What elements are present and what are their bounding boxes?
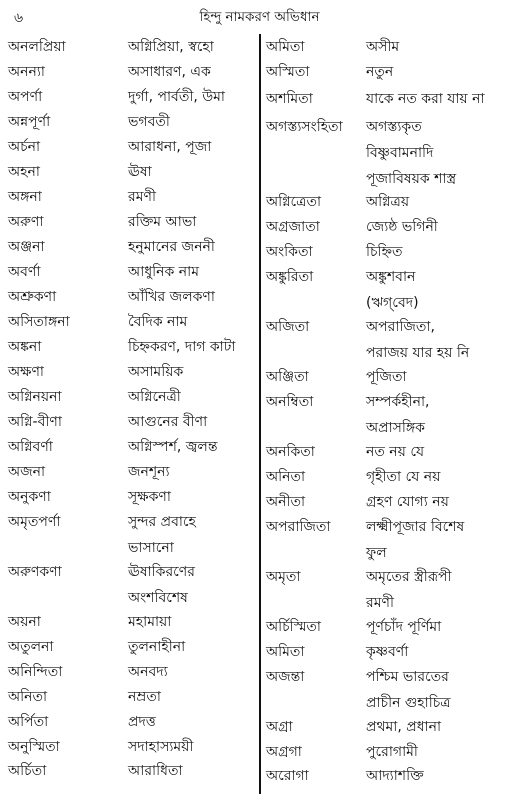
meaning-line: জনশূন্য xyxy=(128,464,170,480)
entry-meaning xyxy=(366,618,441,644)
meaning-line: ভাসানো xyxy=(128,540,174,556)
meaning-line: ফুল xyxy=(366,545,387,561)
entry-name: অনম্বিতা xyxy=(266,394,314,410)
meaning-line: অপরাজিতা, xyxy=(366,319,435,335)
entry-name: অক্ষণা xyxy=(8,364,44,380)
entry-meaning xyxy=(128,688,161,714)
meaning-line: রক্তিম আভা xyxy=(128,214,197,230)
meaning-line: আঁখির জলকণা xyxy=(128,289,215,305)
entry-name: অন্নপূর্ণা xyxy=(8,114,51,130)
entry-meaning xyxy=(128,313,187,339)
meaning-line: অগ্নিস্পর্শ, জ্বলন্ত xyxy=(128,439,218,455)
meaning-line: আদ্যাশক্তি xyxy=(366,768,424,784)
entry-meaning xyxy=(366,90,485,116)
meaning-line: অমৃতের স্ত্রীরূপী xyxy=(366,569,452,585)
entry-meaning xyxy=(366,767,424,793)
meaning-line: আরাধনা, পূজা xyxy=(128,139,212,155)
entry-meaning xyxy=(128,438,217,464)
meaning-line: মহামায়া xyxy=(128,614,172,630)
entry-name: অজনা xyxy=(8,464,46,480)
entry-name: অনীতা xyxy=(266,494,306,510)
meaning-line: অঙ্কুশবান xyxy=(366,269,416,285)
entry-name: অতুলনা xyxy=(8,639,54,655)
entry-name: অনলপ্রিয়া xyxy=(8,39,66,55)
entry-meaning xyxy=(128,513,196,565)
entry-meaning xyxy=(128,63,211,89)
meaning-line: নম্রতা xyxy=(128,689,161,705)
entry-meaning xyxy=(128,138,211,164)
page-title: হিন্দু নামকরণ অভিধান xyxy=(199,9,320,25)
entry-meaning xyxy=(128,288,215,314)
meaning-line: অনবদ্য xyxy=(128,664,168,680)
entry-name: অনিতা xyxy=(8,689,48,705)
page-number: ৬ xyxy=(14,10,24,26)
entry-name: অনিন্দিতা xyxy=(8,664,63,680)
entry-meaning xyxy=(128,113,170,139)
entry-meaning xyxy=(128,638,185,664)
meaning-line: বৈদিক নাম xyxy=(128,314,188,330)
meaning-line: পরাজয় যার হয় নি xyxy=(366,345,470,361)
meaning-line: প্রদত্ত xyxy=(128,714,156,730)
meaning-line: অগ্নিপ্রিয়া, স্বহো xyxy=(128,39,214,55)
entry-meaning xyxy=(128,738,193,764)
entry-meaning xyxy=(366,518,464,570)
meaning-line: লক্ষ্মীপূজার বিশেষ xyxy=(366,519,465,535)
entry-name: অমিতা xyxy=(266,644,305,660)
entry-name: অর্পিতা xyxy=(8,714,49,730)
entry-name: অগ্নিত্রেতা xyxy=(266,194,322,210)
entry-meaning xyxy=(366,743,418,769)
entry-name: অয়না xyxy=(8,614,41,630)
entry-name: অনিতা xyxy=(266,469,306,485)
entry-name: অঙ্কনা xyxy=(8,339,42,355)
meaning-line: সম্পর্কহীনা, xyxy=(366,394,430,410)
entry-name: অগ্নিবর্ণা xyxy=(8,439,53,455)
meaning-line: নতুন xyxy=(366,64,394,80)
entry-meaning xyxy=(128,363,183,389)
meaning-line: প্রাচীন গুহাচিত্র xyxy=(366,695,451,711)
meaning-line: অসাময়িক xyxy=(128,364,184,380)
entry-meaning xyxy=(366,268,419,320)
entry-name: অপরাজিতা xyxy=(266,519,331,535)
meaning-line: বিষ্ণুবামনাদি xyxy=(366,145,434,161)
meaning-line: রমণী xyxy=(128,189,156,205)
entry-meaning xyxy=(366,38,399,64)
entry-meaning xyxy=(366,193,409,219)
meaning-line: পশ্চিম ভারতের xyxy=(366,669,449,685)
entry-meaning xyxy=(128,762,183,788)
page-header xyxy=(0,0,519,36)
entry-meaning xyxy=(366,368,407,394)
entry-meaning xyxy=(128,713,156,739)
entry-name: অগ্নি-বীণা xyxy=(8,414,62,430)
entry-meaning xyxy=(366,668,451,720)
entry-meaning xyxy=(128,238,215,264)
meaning-line: গ্রহণ যোগ্য নয় xyxy=(366,494,449,510)
meaning-line: নত নয় যে xyxy=(366,444,425,460)
meaning-line: অগ্নিনেত্রী xyxy=(128,389,181,405)
meaning-line: ঊষাকিরণের xyxy=(128,564,195,580)
entry-meaning xyxy=(128,263,199,289)
meaning-line: আধুনিক নাম xyxy=(128,264,199,280)
entry-meaning xyxy=(128,563,195,615)
meaning-line: যাকে নত করা যায় না xyxy=(366,91,485,107)
meaning-line: (ঋগ্‌বেদ) xyxy=(366,295,419,311)
meaning-line: আরাধিতা xyxy=(128,763,183,779)
entry-name: অগ্রগা xyxy=(266,744,302,760)
meaning-line: হনুমানের জননী xyxy=(128,239,215,255)
entry-name: অনন্যা xyxy=(8,64,45,80)
meaning-line: অসীম xyxy=(366,39,400,55)
entry-name: অর্চিস্মিতা xyxy=(266,619,321,635)
entry-meaning xyxy=(366,493,449,519)
entry-meaning xyxy=(128,38,214,64)
entry-name: অরুণা xyxy=(8,214,44,230)
entry-name: অসিতাঙ্গনা xyxy=(8,314,70,330)
entry-name: অবর্ণা xyxy=(8,264,41,280)
entry-name: অস্মিতা xyxy=(266,64,310,80)
entry-meaning xyxy=(128,663,168,689)
meaning-line: আগুনের বীণা xyxy=(128,414,208,430)
entry-meaning xyxy=(366,318,469,370)
meaning-line: পূজাবিষয়ক শাস্ত্র xyxy=(366,171,457,187)
meaning-line: অংশবিশেষ xyxy=(128,590,188,606)
entry-meaning xyxy=(366,118,456,196)
meaning-line: পুরোগামী xyxy=(366,744,418,760)
entry-meaning xyxy=(366,393,430,445)
entry-name: অঙ্কুরিতা xyxy=(266,269,314,285)
entry-meaning xyxy=(128,413,207,439)
meaning-line: চিহ্নিত xyxy=(366,244,403,260)
entry-meaning xyxy=(128,463,170,489)
meaning-line: অগ্নিত্রয় xyxy=(366,194,410,210)
entry-name: অগ্রজাতা xyxy=(266,219,320,235)
entry-meaning xyxy=(366,63,393,89)
entry-name: অঞ্জিতা xyxy=(266,369,309,385)
meaning-line: অপ্রাসঙ্গিক xyxy=(366,420,425,436)
entry-name: অমৃতা xyxy=(266,569,301,585)
entry-meaning xyxy=(128,88,225,114)
column-divider xyxy=(259,34,261,794)
meaning-line: গৃহীতা যে নয় xyxy=(366,469,441,485)
entry-name: অঙ্গনা xyxy=(8,189,42,205)
entry-meaning xyxy=(366,218,438,244)
meaning-line: পূর্ণচাঁদ পূর্ণিমা xyxy=(366,619,442,635)
meaning-line: চিহ্নকরণ, দাগ কাটা xyxy=(128,339,236,355)
entry-name: অশমিতা xyxy=(266,91,313,107)
meaning-line: সদাহাস্যময়ী xyxy=(128,739,194,755)
entry-name: অমৃতপর্ণা xyxy=(8,514,61,530)
entry-meaning xyxy=(128,488,171,514)
entry-meaning xyxy=(366,443,424,469)
meaning-line: তুলনাহীনা xyxy=(128,639,186,655)
entry-meaning xyxy=(128,388,181,414)
meaning-line: কৃষ্ণবর্ণা xyxy=(366,644,409,660)
entry-name: অজন্তা xyxy=(266,669,305,685)
entry-meaning xyxy=(128,613,171,639)
entry-meaning xyxy=(366,568,452,620)
entry-meaning xyxy=(128,213,196,239)
entry-name: অনকিতা xyxy=(266,444,315,460)
entry-name: অহনা xyxy=(8,164,40,180)
entry-name: অগ্নিনয়না xyxy=(8,389,62,405)
meaning-line: পূজিতা xyxy=(366,369,407,385)
meaning-line: প্রথমা, প্রধানা xyxy=(366,719,442,735)
entry-name: অজিতা xyxy=(266,319,310,335)
entry-name: অশ্রুকণা xyxy=(8,289,57,305)
entry-name: অংকিতা xyxy=(266,244,313,260)
entry-meaning xyxy=(366,718,441,744)
entry-name: অগ্রা xyxy=(266,719,293,735)
entry-name: অমিতা xyxy=(266,39,305,55)
meaning-line: রমণী xyxy=(366,595,394,611)
entry-name: অঞ্জনা xyxy=(8,239,45,255)
meaning-line: অগস্ত্যকৃত xyxy=(366,119,422,135)
entry-name: অনুকণা xyxy=(8,489,51,505)
entry-meaning xyxy=(128,163,152,189)
meaning-line: দুর্গা, পার্বতী, উমা xyxy=(128,89,225,105)
entry-name: অরুণকণা xyxy=(8,564,62,580)
entry-meaning xyxy=(128,338,235,364)
meaning-line: জ্যেষ্ঠ ভগিনী xyxy=(366,219,438,235)
entry-name: অনুস্মিতা xyxy=(8,739,60,755)
entry-name: অপর্ণা xyxy=(8,89,43,105)
meaning-line: ঊষা xyxy=(128,164,152,180)
entry-name: অর্চিতা xyxy=(8,763,47,779)
entry-meaning xyxy=(366,243,402,269)
meaning-line: অসাধারণ, এক xyxy=(128,64,211,80)
meaning-line: সূক্ষকণা xyxy=(128,489,171,505)
meaning-line: সুন্দর প্রবাহে xyxy=(128,514,196,530)
entry-name: অগস্ত্যসংহিতা xyxy=(266,119,343,135)
entry-name: অরোগা xyxy=(266,768,309,784)
entry-name: অর্চনা xyxy=(8,139,41,155)
entry-meaning xyxy=(366,643,408,669)
entry-meaning xyxy=(128,188,156,214)
meaning-line: ভগবতী xyxy=(128,114,170,130)
entry-meaning xyxy=(366,468,440,494)
